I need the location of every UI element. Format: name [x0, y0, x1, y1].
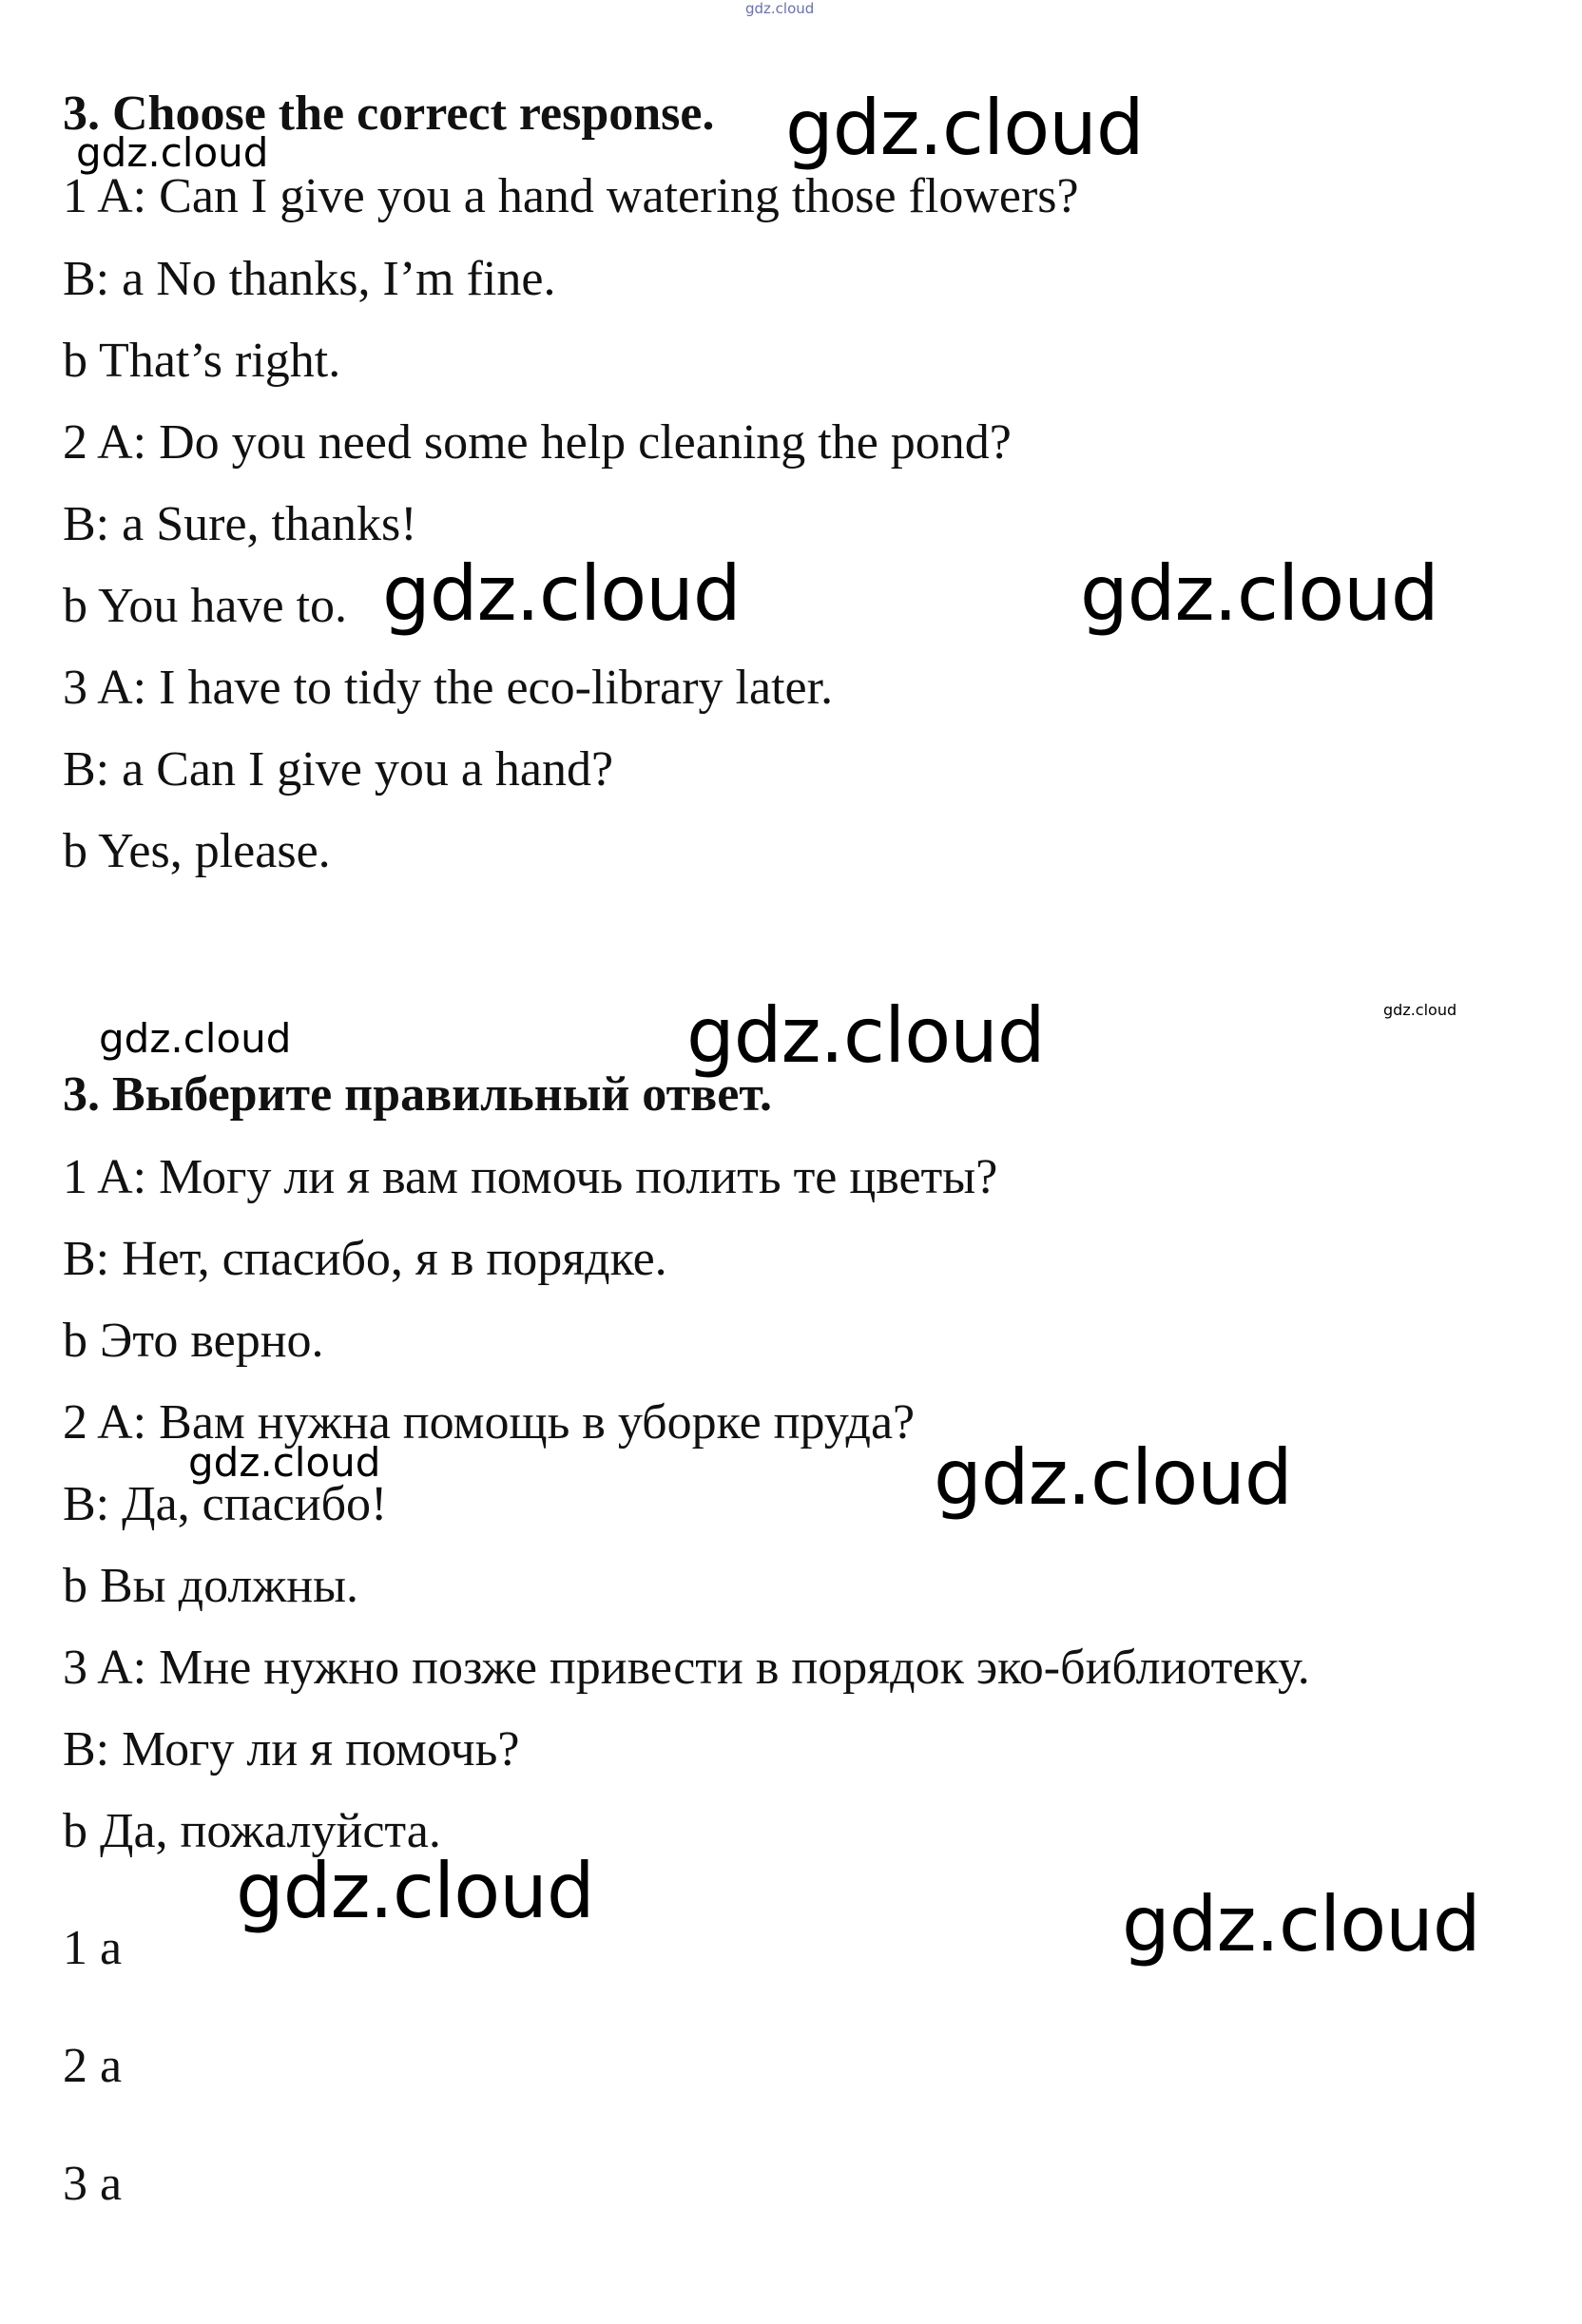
watermark-9: gdz.cloud	[934, 1433, 1292, 1522]
watermark-4: gdz.cloud	[1080, 549, 1438, 638]
russian-line-5: B: Да, спасибо!	[63, 1477, 388, 1531]
english-line-5: B: a Sure, thanks!	[63, 497, 417, 551]
answer-2: 2 a	[63, 2039, 123, 2093]
russian-line-7: 3 A: Мне нужно позже привести в порядок эко-библиотеку.	[63, 1641, 1310, 1695]
watermark-8: gdz.cloud	[188, 1439, 381, 1486]
answer-1: 1 a	[63, 1921, 123, 1975]
english-line-2: B: a No thanks, I’m fine.	[63, 252, 556, 306]
russian-line-2: B: Нет, спасибо, я в порядке.	[63, 1232, 667, 1286]
watermark-7: gdz.cloud	[1383, 1001, 1457, 1019]
russian-line-9: b Да, пожалуйста.	[63, 1804, 441, 1858]
english-line-6: b You have to.	[63, 579, 348, 633]
watermark-6: gdz.cloud	[686, 991, 1045, 1080]
english-line-8: B: a Can I give you a hand?	[63, 742, 614, 797]
russian-line-4: 2 A: Вам нужна помощь в уборке пруда?	[63, 1395, 916, 1450]
watermark-5: gdz.cloud	[99, 1015, 292, 1062]
russian-line-6: b Вы должны.	[63, 1559, 359, 1613]
russian-line-8: B: Могу ли я помочь?	[63, 1722, 520, 1777]
watermark-1: gdz.cloud	[785, 84, 1144, 172]
russian-line-3: b Это верно.	[63, 1314, 324, 1368]
english-heading: 3. Choose the correct response.	[63, 86, 715, 141]
watermark-11: gdz.cloud	[1122, 1880, 1480, 1969]
english-line-3: b That’s right.	[63, 334, 341, 388]
watermark-3: gdz.cloud	[382, 549, 741, 638]
english-line-1: 1 A: Can I give you a hand watering those flowers?	[63, 169, 1079, 223]
answer-3: 3 a	[63, 2157, 123, 2211]
english-line-4: 2 A: Do you need some help cleaning the pond?	[63, 415, 1012, 470]
watermark-2: gdz.cloud	[76, 129, 269, 176]
english-line-7: 3 A: I have to tidy the eco-library later.	[63, 661, 834, 715]
russian-heading: 3. Выберите правильный ответ.	[63, 1067, 772, 1122]
watermark-top: gdz.cloud	[745, 0, 815, 17]
english-line-9: b Yes, please.	[63, 824, 331, 878]
russian-line-1: 1 A: Могу ли я вам помочь полить те цветы?	[63, 1150, 998, 1204]
watermark-10: gdz.cloud	[236, 1847, 594, 1935]
